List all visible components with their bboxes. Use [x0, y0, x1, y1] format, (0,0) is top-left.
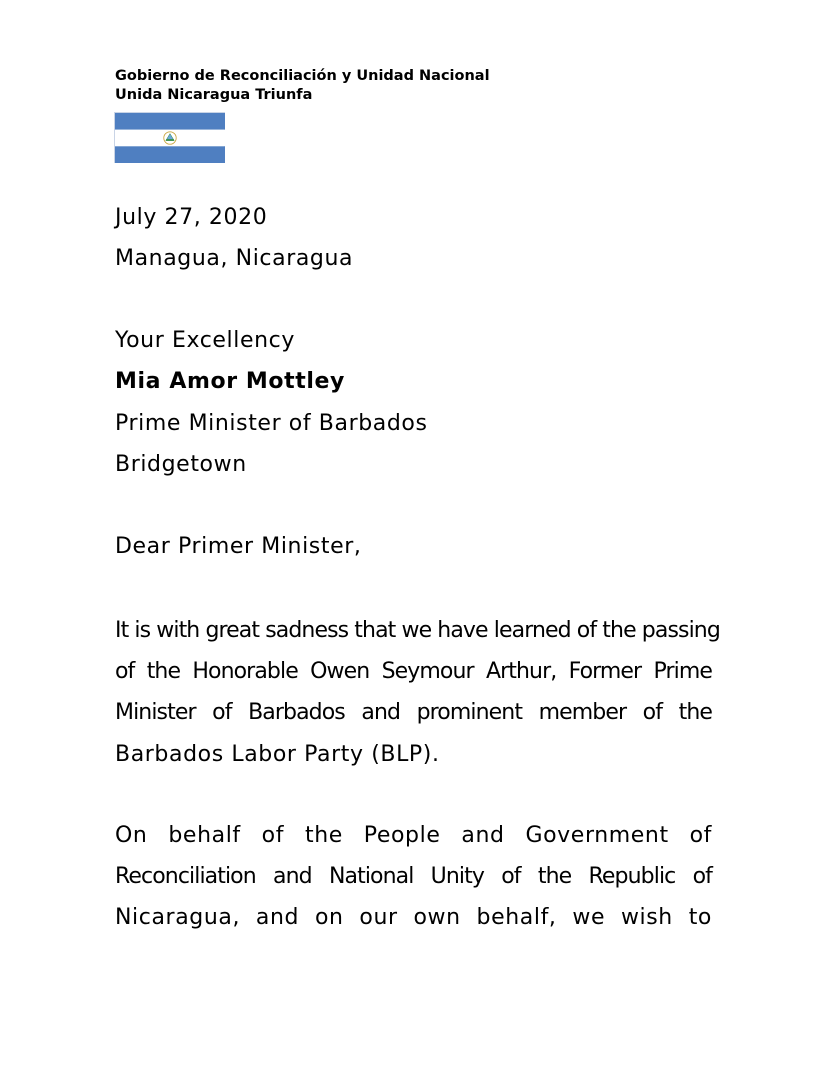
- flag-top-band: [115, 113, 225, 130]
- recipient-title: Your Excellency: [115, 328, 295, 353]
- recipient-name: Mia Amor Mottley: [115, 369, 345, 394]
- recipient-position: Prime Minister of Barbados: [115, 411, 428, 436]
- paragraph-behalf: [115, 815, 712, 939]
- paragraph-line: On behalf of the People and Government of: [115, 823, 712, 848]
- recipient-city: Bridgetown: [115, 452, 247, 477]
- paragraph-line: Reconciliation and National Unity of the Republic of: [115, 864, 712, 890]
- government-name: Gobierno de Reconciliación y Unidad Nacional: [115, 68, 490, 84]
- letter-date: July 27, 2020: [115, 205, 268, 230]
- flag-graphic: [115, 113, 225, 163]
- flag-bottom-band: [115, 146, 225, 163]
- nicaragua-flag-icon: [114, 112, 225, 163]
- paragraph-condolence: [115, 610, 720, 775]
- paragraph-line: Nicaragua, and on our own behalf, we wish to: [115, 905, 712, 931]
- greeting: Dear Primer Minister,: [115, 534, 362, 559]
- paragraph-line: of the Honorable Owen Seymour Arthur, Former Prime: [115, 659, 712, 685]
- paragraph-line: It is with great sadness that we have learned of the passing: [115, 618, 720, 643]
- government-slogan: Unida Nicaragua Triunfa: [115, 87, 313, 103]
- paragraph-line: Minister of Barbados and prominent member of the: [115, 700, 712, 726]
- letterhead: [115, 67, 490, 105]
- letter-place: Managua, Nicaragua: [115, 246, 354, 271]
- paragraph-line: Barbados Labor Party (BLP).: [115, 741, 440, 767]
